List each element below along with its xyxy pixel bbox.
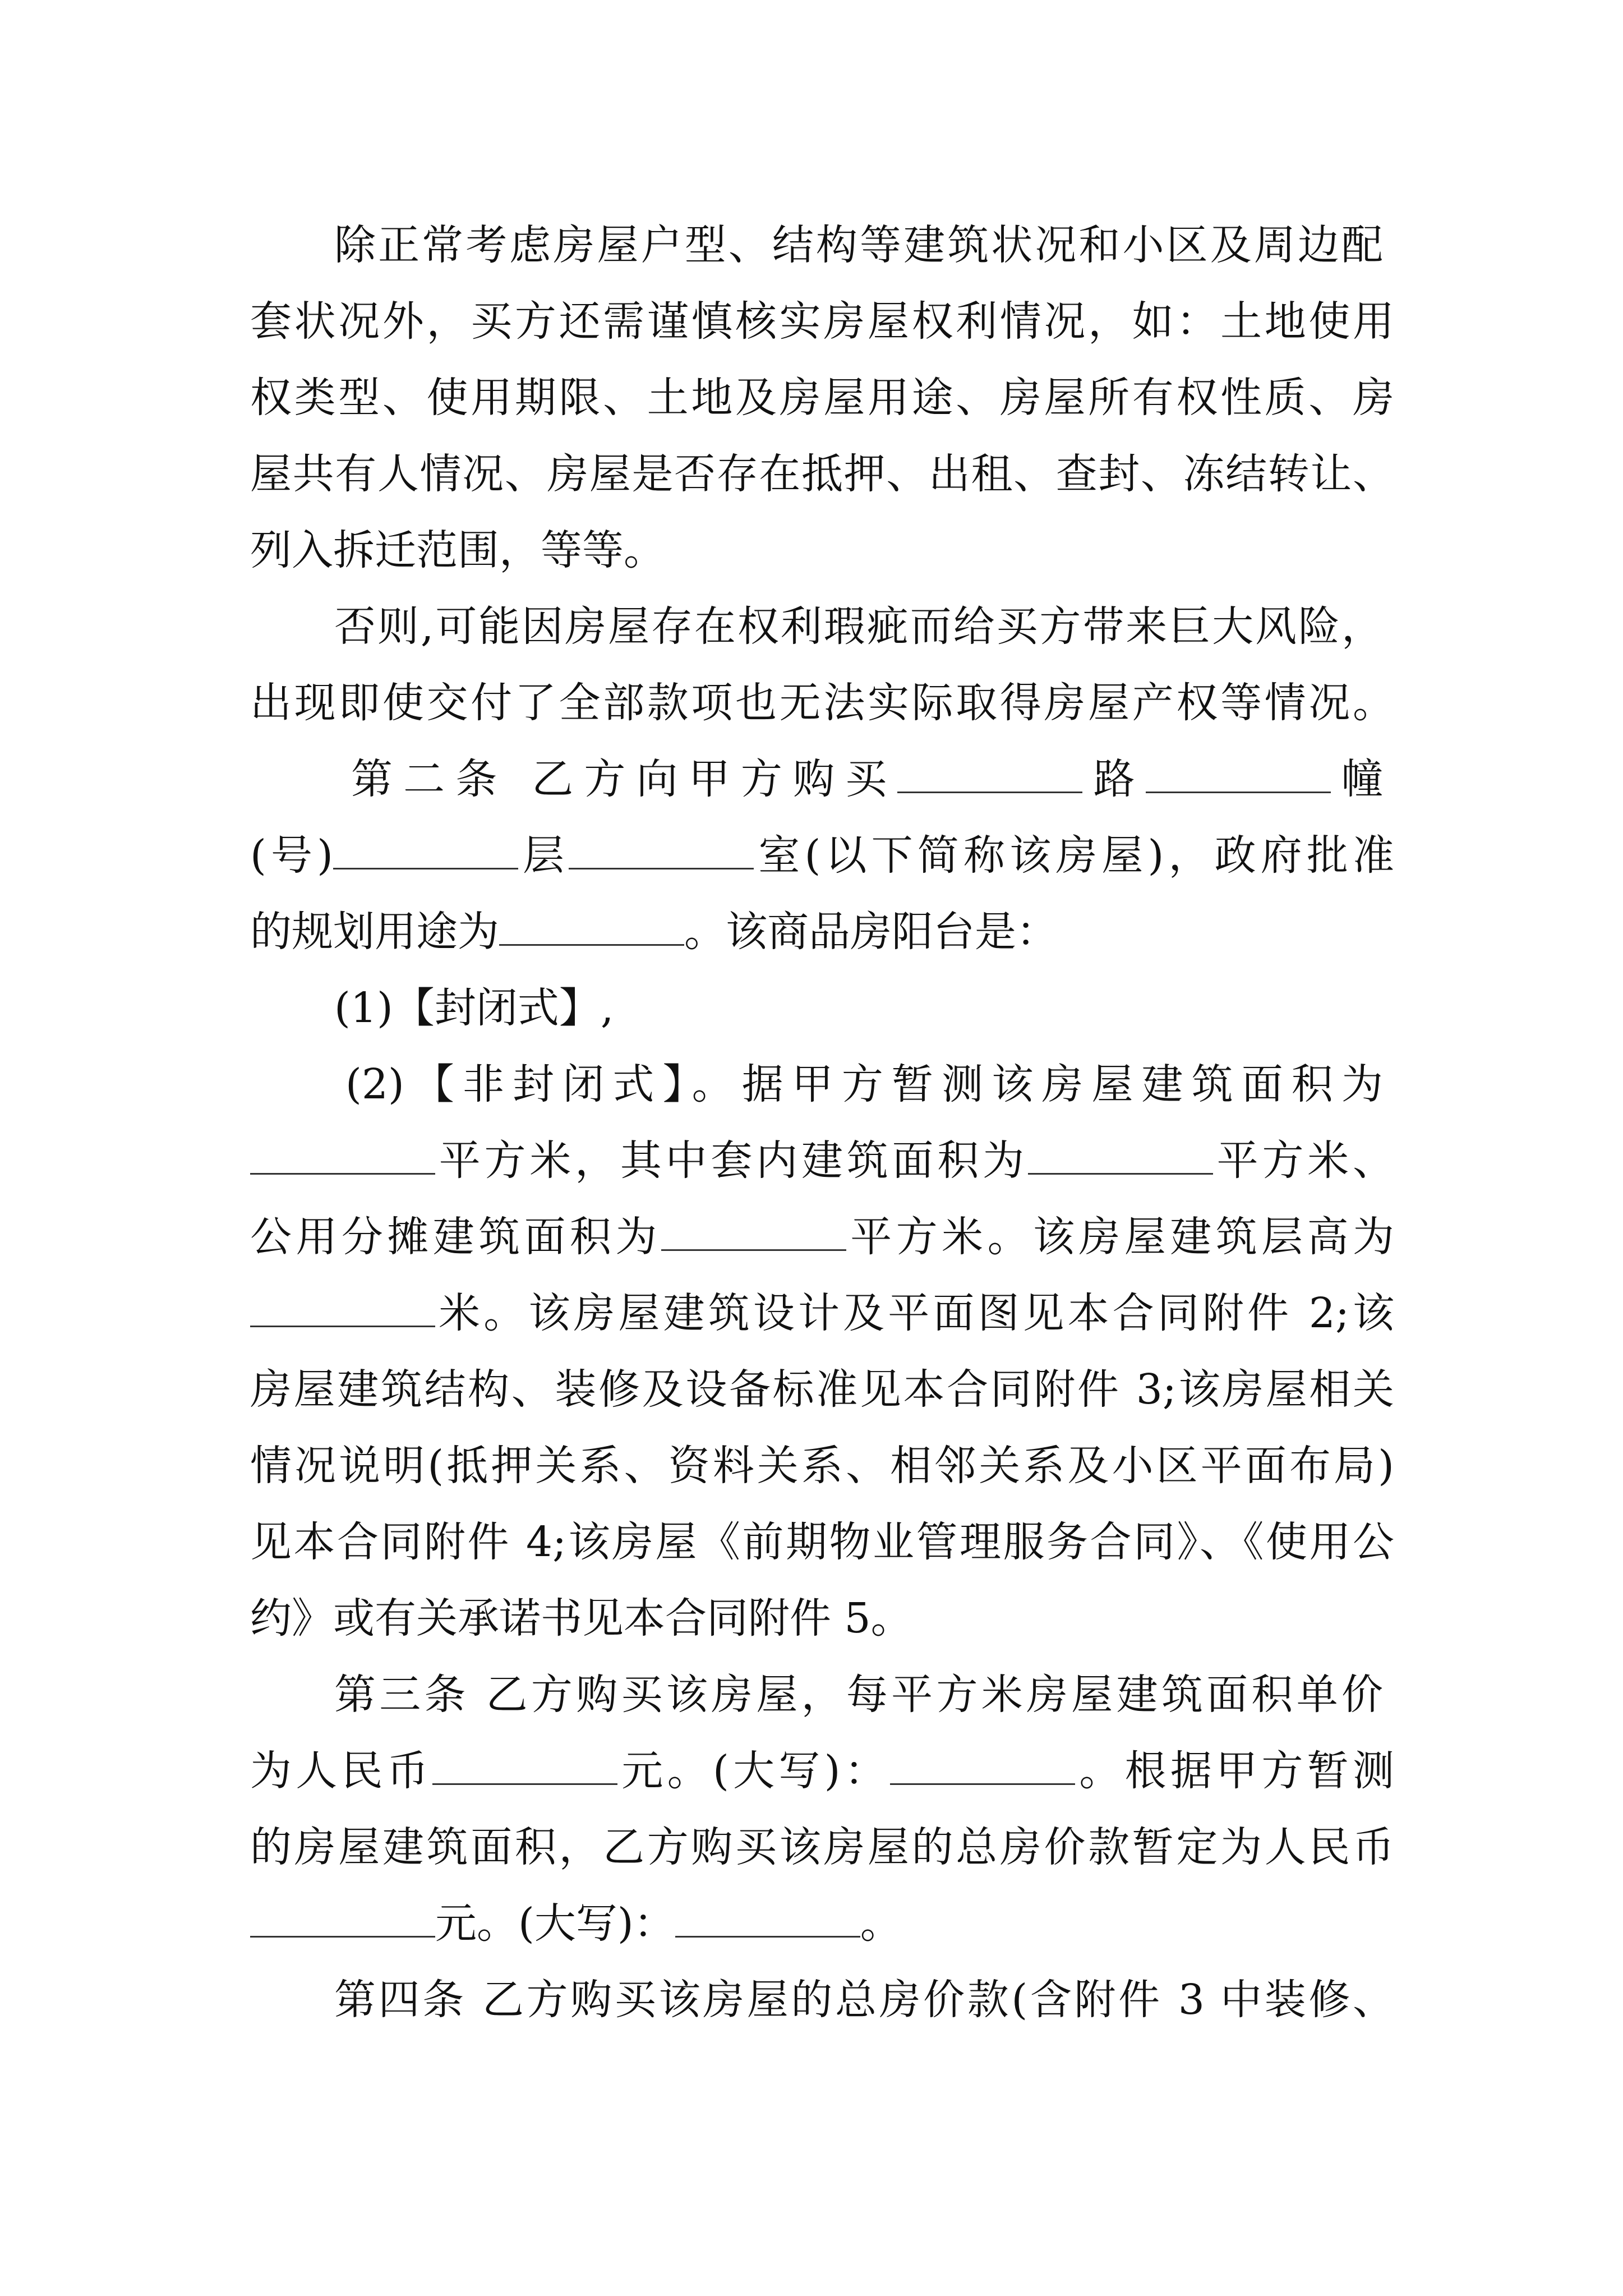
text-line (250, 449, 1394, 499)
text-segment: 平方米、 (1212, 1137, 1395, 1185)
text-line (334, 1975, 1394, 2025)
text-segment: 幢 (1330, 755, 1384, 803)
text-line (250, 525, 1394, 576)
fill-blank[interactable] (250, 1140, 435, 1175)
fill-blank[interactable] (250, 1903, 435, 1938)
text-line (250, 1441, 1394, 1491)
fill-blank[interactable] (250, 1293, 435, 1327)
text-segment: 。根据甲方暂测 (1075, 1747, 1394, 1795)
text-segment: 的房屋建筑面积，乙方购买该房屋的总房价款暂定为人民币 (250, 1823, 1394, 1871)
fill-blank[interactable] (1146, 759, 1331, 793)
text-segment: 列入拆迁范围，等等。 (250, 526, 665, 574)
fill-blank[interactable] (675, 1903, 860, 1938)
text-segment: 为人民币 (250, 1747, 433, 1795)
text-segment: 元。(大写)： (435, 1899, 675, 1948)
text-line (250, 830, 1394, 881)
option-enclosed: (1)【封闭式】, (334, 984, 614, 1032)
text-segment: 情况说明(抵押关系、资料关系、相邻关系及小区平面布局) (250, 1442, 1394, 1490)
fill-blank[interactable] (569, 835, 754, 869)
text-line (250, 1746, 1394, 1796)
text-line (334, 220, 1383, 270)
text-line (250, 1364, 1394, 1415)
text-segment: 第二条 乙方向甲方购买 (351, 755, 898, 803)
text-segment: 。该商品房阳台是： (684, 908, 1058, 956)
text-segment: 约》或有关承诺书见本合同附件 5。 (250, 1594, 912, 1642)
text-line (345, 1059, 1383, 1110)
text-segment: 米。该房屋建筑设计及平面图见本合同附件 2;该 (435, 1289, 1394, 1337)
text-line (250, 372, 1394, 423)
text-segment: 元。(大写)： (617, 1747, 891, 1795)
text-segment: 路 (1082, 755, 1146, 803)
fill-blank[interactable] (661, 1217, 846, 1251)
text-segment: 平方米，其中套内建筑面积为 (435, 1137, 1028, 1185)
text-line (351, 754, 1383, 804)
text-segment: 层 (518, 831, 569, 880)
fill-blank[interactable] (499, 912, 684, 946)
text-line (250, 1822, 1394, 1872)
text-line (250, 1212, 1394, 1262)
text-segment: 否则,可能因房屋存在权利瑕疵而给买方带来巨大风险， (334, 602, 1383, 651)
text-line (250, 1135, 1394, 1186)
text-segment: 权类型、使用期限、土地及房屋用途、房屋所有权性质、房 (250, 374, 1394, 422)
text-segment: 室(以下简称该房屋)，政府批准 (754, 831, 1394, 880)
text-segment: 公用分摊建筑面积为 (250, 1213, 661, 1261)
fill-blank[interactable] (897, 759, 1082, 793)
text-segment: (号) (250, 831, 334, 880)
option-non-enclosed: (2)【非封闭式】。据甲方暂测该房屋建筑面积为 (345, 1060, 1383, 1108)
fill-blank[interactable] (1028, 1140, 1213, 1175)
text-line (250, 678, 1394, 728)
text-segment: 见本合同附件 4;该房屋《前期物业管理服务合同》、《使用公 (250, 1518, 1394, 1566)
fill-blank[interactable] (890, 1751, 1075, 1785)
text-line (250, 1898, 1394, 1949)
text-segment: 平方米。该房屋建筑层高为 (846, 1213, 1395, 1261)
text-segment: 的规划用途为 (250, 908, 499, 956)
text-line (334, 1669, 1383, 1720)
text-segment: 套状况外，买方还需谨慎核实房屋权利情况，如：土地使用 (250, 297, 1394, 346)
text-line (250, 1288, 1394, 1338)
text-line (250, 907, 1394, 957)
fill-blank[interactable] (333, 835, 518, 869)
text-segment: 房屋建筑结构、装修及设备标准见本合同附件 3;该房屋相关 (250, 1365, 1394, 1414)
text-line (334, 983, 1478, 1033)
text-line (250, 1517, 1394, 1567)
text-line (250, 296, 1394, 347)
text-segment: 出现即使交付了全部款项也无法实际取得房屋产权等情况。 (250, 679, 1394, 727)
text-line (334, 601, 1383, 652)
text-segment: 除正常考虑房屋户型、结构等建筑状况和小区及周边配 (334, 221, 1383, 269)
text-segment: 。 (860, 1899, 902, 1948)
text-segment: 屋共有人情况、房屋是否存在抵押、出租、查封、冻结转让、 (250, 450, 1394, 498)
text-line (250, 1593, 1394, 1644)
text-segment: 第四条 乙方购买该房屋的总房价款(含附件 3 中装修、 (334, 1976, 1394, 2024)
fill-blank[interactable] (432, 1751, 617, 1785)
text-segment: 第三条 乙方购买该房屋，每平方米房屋建筑面积单价 (334, 1671, 1383, 1719)
